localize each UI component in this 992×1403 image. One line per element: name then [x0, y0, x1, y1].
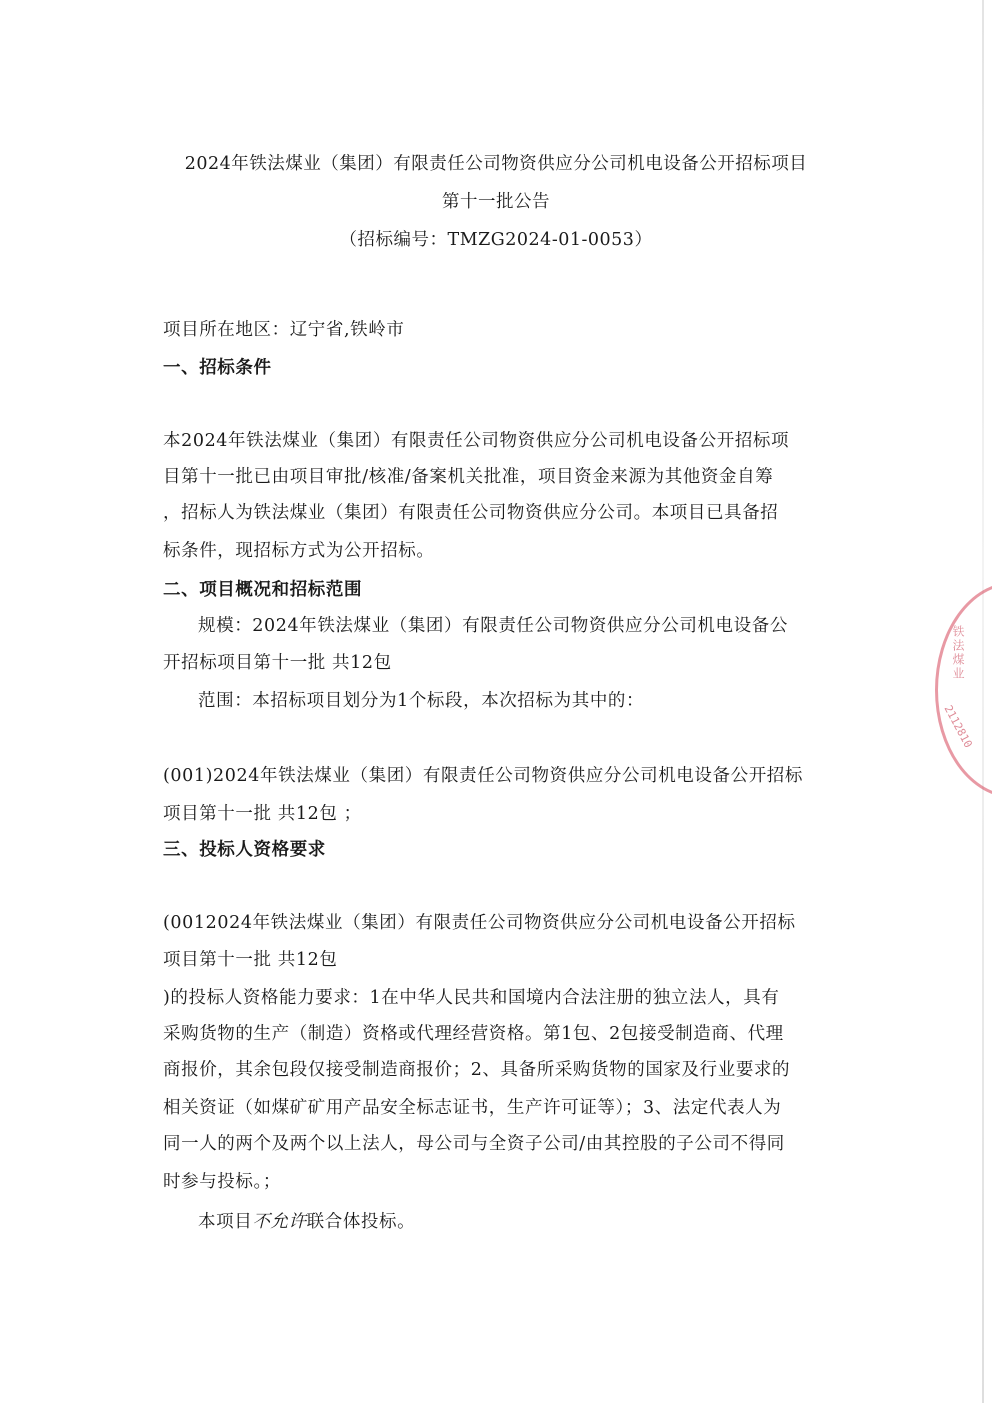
consortium-suffix: 联合体投标。 [306, 1212, 416, 1232]
scale-line: 开招标项目第十一批 共12包 [163, 653, 392, 673]
requirement-line: (0012024年铁法煤业（集团）有限责任公司物资供应分公司机电设备公开招标 [163, 913, 796, 933]
official-seal [935, 582, 992, 798]
seal-number: 2112810 [941, 703, 975, 751]
requirement-line: 项目第十一批 共12包 [163, 950, 338, 970]
consortium-line [198, 1208, 415, 1233]
lot-line: 项目第十一批 共12包 ； [163, 804, 362, 824]
section-heading-3: 三、投标人资格要求 [163, 840, 326, 860]
section-heading-1: 一、招标条件 [163, 358, 272, 378]
consortium-emphasis: 不允许 [252, 1212, 307, 1232]
requirement-line: 相关资证（如煤矿矿用产品安全标志证书，生产许可证等）；3、法定代表人为 [163, 1098, 782, 1118]
consortium-prefix: 本项目 [198, 1212, 253, 1232]
requirement-line: 商报价，其余包段仅接受制造商报价；2、具备所采购货物的国家及行业要求的 [163, 1060, 791, 1080]
seal-text: 铁法煤业 [951, 625, 965, 681]
title-line-3: （招标编号：TMZG2024-01-0053） [339, 230, 653, 250]
section1-line: ，招标人为铁法煤业（集团）有限责任公司物资供应分公司。本项目已具备招 [163, 503, 779, 523]
requirement-line: 采购货物的生产（制造）资格或代理经营资格。第1包、2包接受制造商、代理 [163, 1024, 784, 1044]
section1-line: 目第十一批已由项目审批/核准/备案机关批准，项目资金来源为其他资金自筹 [163, 467, 774, 487]
scope-line: 范围：本招标项目划分为1个标段，本次招标为其中的： [198, 691, 645, 711]
requirement-line: 同一人的两个及两个以上法人，母公司与全资子公司/由其控股的子公司不得同 [163, 1134, 785, 1154]
section1-line: 本2024年铁法煤业（集团）有限责任公司物资供应分公司机电设备公开招标项 [163, 431, 790, 451]
requirement-line: )的投标人资格能力要求：1在中华人民共和国境内合法注册的独立法人，具有 [163, 988, 780, 1008]
project-location: 项目所在地区：辽宁省,铁岭市 [163, 320, 405, 340]
requirement-line: 时参与投标。； [163, 1172, 281, 1192]
section1-line: 标条件，现招标方式为公开招标。 [163, 541, 435, 561]
title-line-2: 第十一批公告 [442, 192, 550, 212]
title-line-1: 2024年铁法煤业（集团）有限责任公司物资供应分公司机电设备公开招标项目 [184, 154, 808, 174]
scale-line: 规模：2024年铁法煤业（集团）有限责任公司物资供应分公司机电设备公 [198, 616, 788, 636]
section-heading-2: 二、项目概况和招标范围 [163, 580, 363, 600]
lot-line: (001)2024年铁法煤业（集团）有限责任公司物资供应分公司机电设备公开招标 [163, 766, 803, 786]
